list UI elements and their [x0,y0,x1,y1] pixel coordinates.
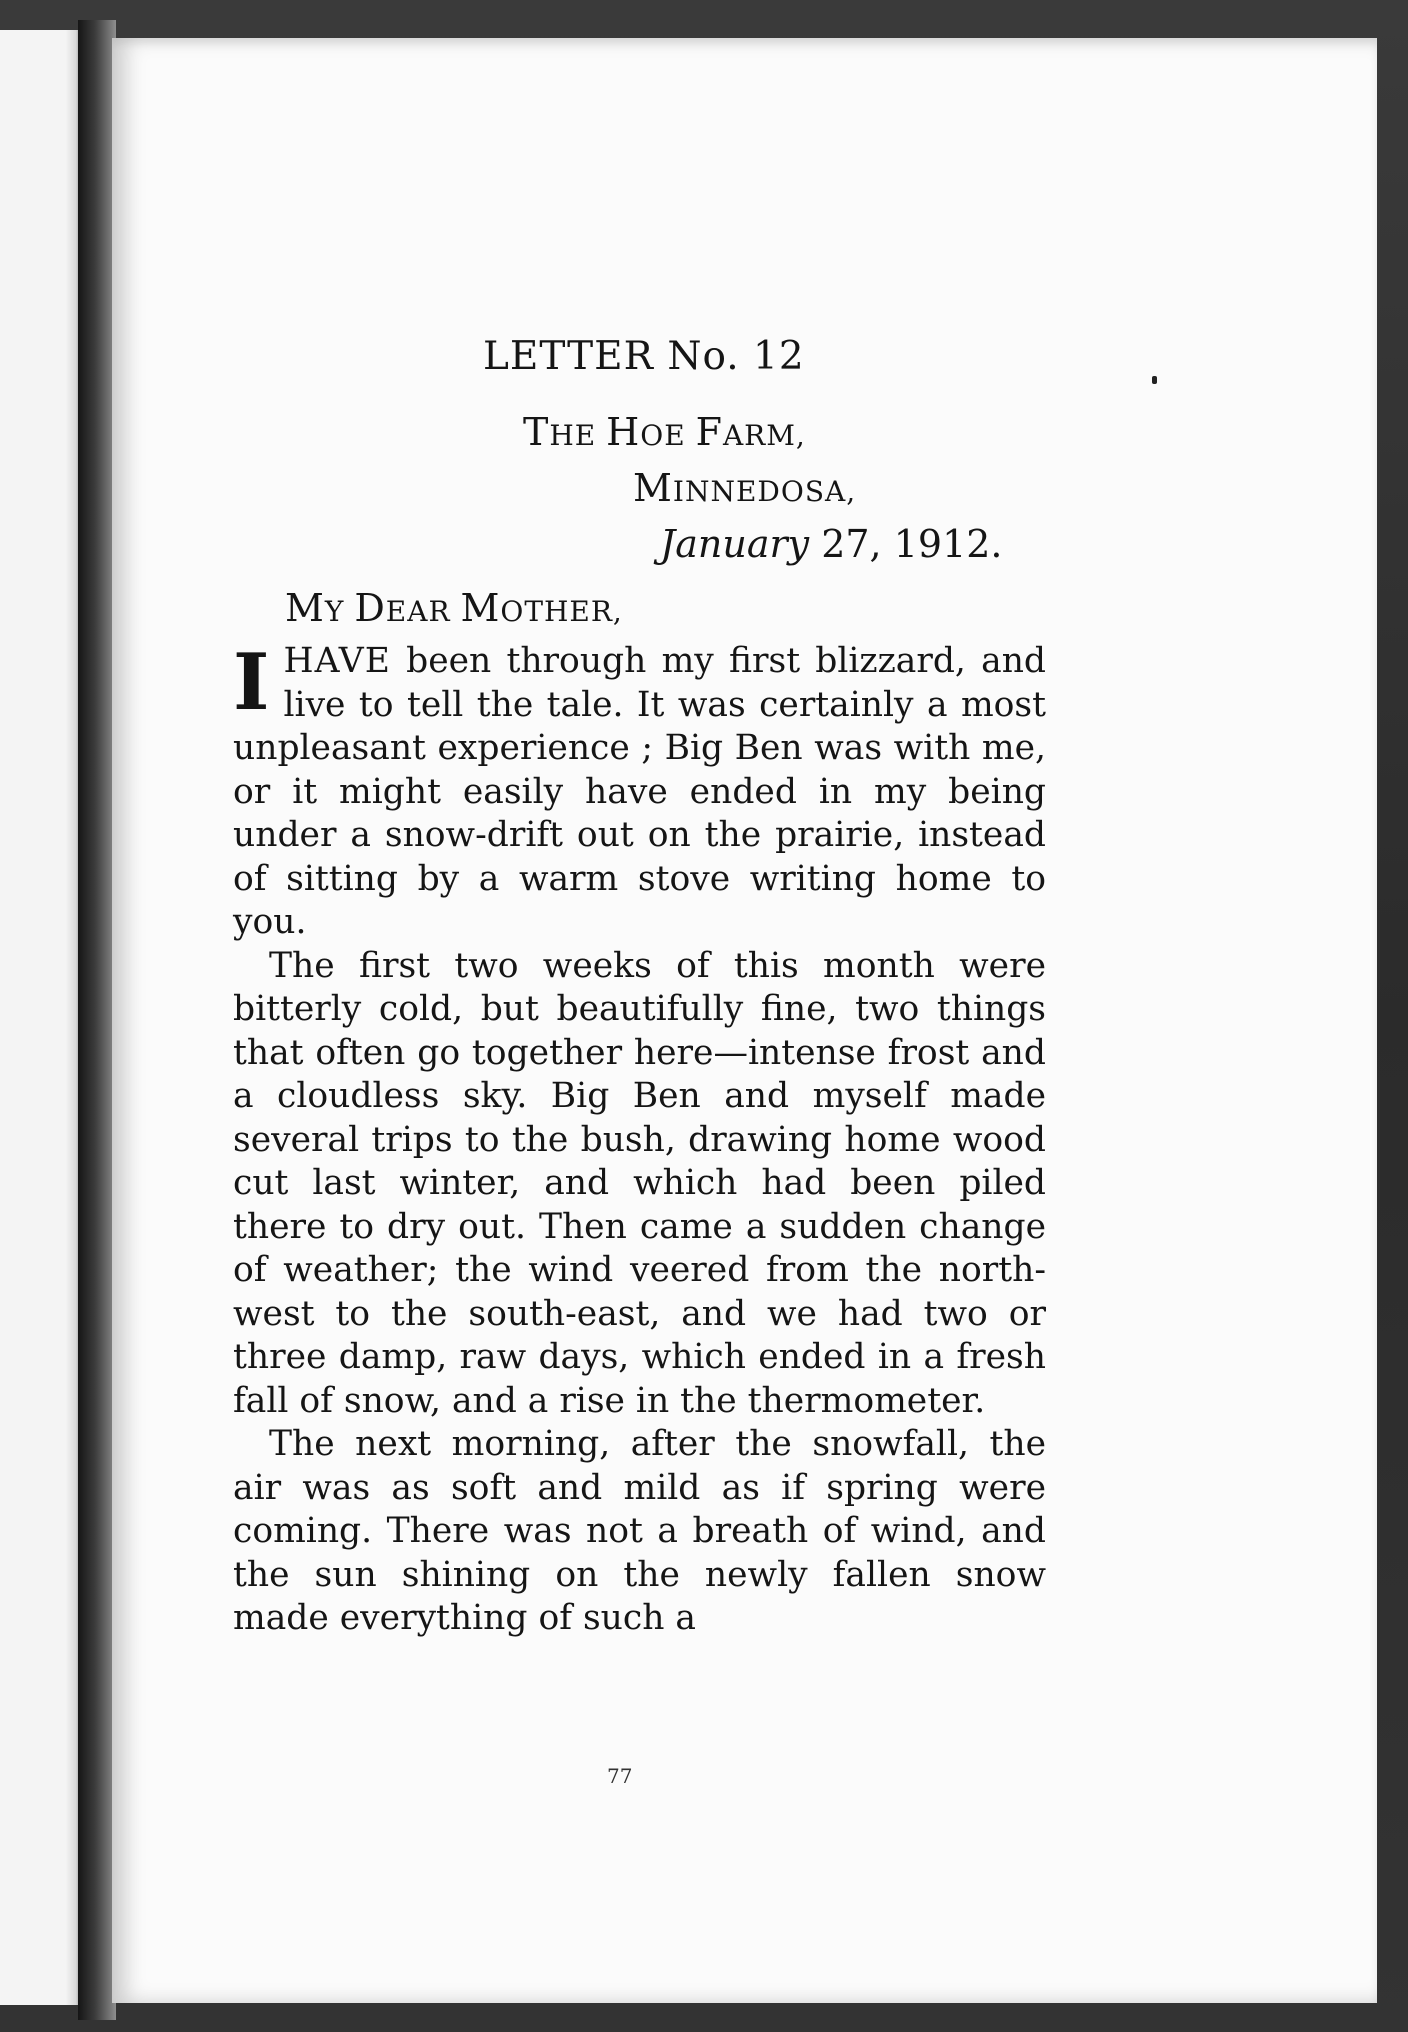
letter-date [660,522,1003,566]
date-day-year: 27, 1912. [809,522,1003,566]
letter-heading: LETTER No. 12 [483,334,805,379]
facing-page-edge [0,30,80,2005]
address-line-town: MINNEDOSA, [633,466,857,510]
paragraph-3: The next morning, after the snowfall, the air was as soft and mild as if spring were coming. There was not a breath of wind, and the sun shining on the newly fallen snow made everything of such a [233,1424,1046,1638]
opening-word: HAVE [283,641,391,681]
salutation: MY DEAR MOTHER, [285,586,623,630]
letter-body [233,637,1046,1641]
drop-cap: I [233,637,270,728]
address-line-farm: THE HOE FARM, [523,410,806,454]
paragraph-2: The first two weeks of this month were bitterly cold, but beautifully fine, two things that often go together here—intense frost and a cloudless sky. Big Ben and myself made several trips to the bush, drawing home wood cut last winter, and which had been piled there to dry out. Then came a sudden change of weather; the wind veered from the north-west to the south-east, and we had two or three damp, raw days, which ended in a fresh fall of snow, and a rise in the thermometer. [233,945,1046,1421]
page-number: 77 [607,1764,633,1788]
paragraph-1: IHAVE been through my first blizzard, and live to tell the tale. It was certainly a most unpleasant experience ; Big Ben was with me, or it might easily have ended in my being under a snow-drift out on the prairie, instead of sitting by a warm stove writing home to you. [233,637,1046,942]
book-spine-shadow [78,20,116,2020]
date-month: January [660,522,810,566]
page-speck [1152,376,1157,384]
